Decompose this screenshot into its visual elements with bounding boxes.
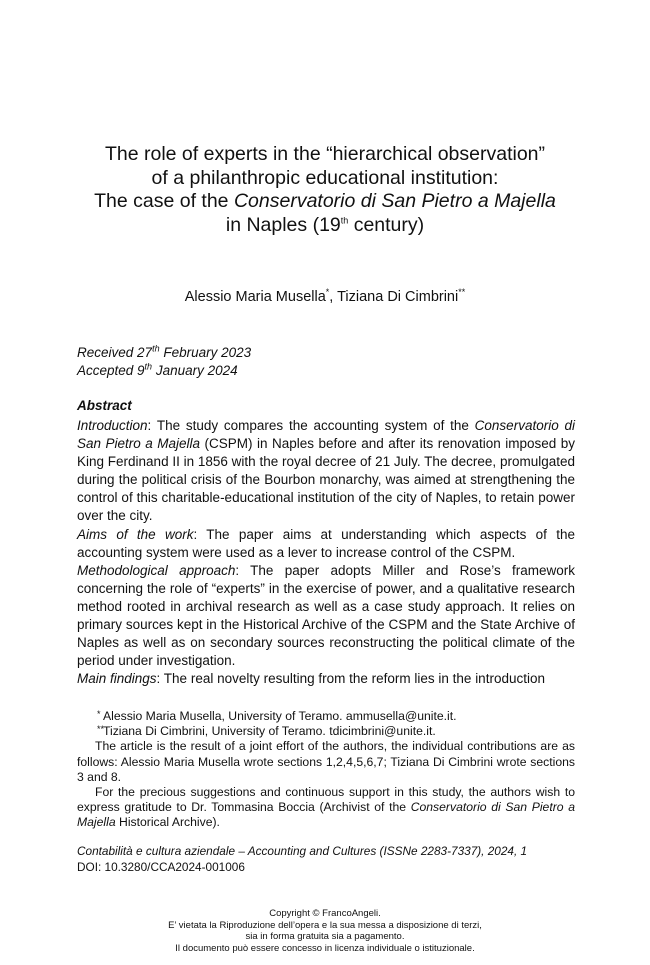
accepted-suffix: January 2024 bbox=[152, 363, 238, 378]
author-1-mark: * bbox=[325, 287, 330, 298]
thanks-institution-name: Conservatorio di San Pietro a Majella bbox=[77, 800, 575, 830]
author-2: Tiziana Di Cimbrini bbox=[337, 289, 459, 305]
intro-label: Introduction bbox=[77, 418, 148, 433]
aims-text: : The paper aims at understanding which aspects of the accounting system were used as a lever to increase control of the CSPM. bbox=[77, 526, 576, 560]
received-prefix: Received 27 bbox=[77, 345, 153, 360]
title-institution-name: Conservatorio di San Pietro a Majella bbox=[233, 190, 556, 212]
footnote-2 bbox=[77, 724, 575, 739]
intro-institution-name: Conservatorio di San Pietro a Majella bbox=[77, 418, 575, 452]
footnote-2-text: Tiziana Di Cimbrini, University of Teramo. tdicimbrini@unite.it. bbox=[103, 724, 436, 739]
author-list bbox=[0, 289, 650, 305]
findings-label: Main findings bbox=[77, 671, 157, 687]
intro-text-a: : The study compares the accounting system of the bbox=[147, 418, 475, 433]
method-text: : The paper adopts Miller and Rose’s framework concerning the role of “experts” in the exercise of power, and a qualitative research method rooted in archival research as well as a case study approach. It relies on primary sources kept in the Historical Archive of the CSPM and the State Archive of Naples as well as on secondary sources reconstructing the political climate of the period under investigation. bbox=[77, 562, 575, 669]
title-line-4-suffix: century) bbox=[348, 213, 425, 236]
title-line-3 bbox=[40, 190, 610, 214]
abstract-body bbox=[77, 417, 575, 688]
title-line-4-prefix: in Naples (19 bbox=[225, 213, 341, 236]
title-line-3-prefix: The case of the bbox=[94, 190, 234, 212]
received-sup: th bbox=[152, 343, 160, 354]
acknowledgement-note bbox=[77, 785, 575, 831]
title-superscript: th bbox=[340, 215, 349, 225]
received-suffix: February 2023 bbox=[159, 345, 252, 360]
abstract-heading: Abstract bbox=[77, 398, 132, 413]
footnote-1-text: Alessio Maria Musella, University of Teramo. ammusella@unite.it. bbox=[103, 709, 457, 723]
received-date bbox=[77, 345, 251, 360]
thanks-text-a: For the precious suggestions and continuous support in this study, the authors wish to express gratitude to Dr. Tommasina Boccia (Archivist of the bbox=[77, 785, 575, 815]
abstract-introduction bbox=[77, 417, 575, 526]
copyright-line-3: sia in forma gratuita sia a pagamento. bbox=[245, 931, 405, 942]
abstract-aims bbox=[77, 526, 575, 562]
aims-label: Aims of the work bbox=[77, 526, 194, 542]
author-separator: , bbox=[329, 289, 338, 305]
contribution-note: The article is the result of a joint effort of the authors, the individual contributions are as follows: Alessio Maria Musella wrote sections 1,2,4,5,6,7; Tiziana Di Cimbrini wrote sections 3 and 8. bbox=[77, 739, 575, 784]
author-2-mark: ** bbox=[458, 287, 466, 298]
footnote-1 bbox=[77, 709, 575, 724]
copyright-notice bbox=[0, 908, 650, 954]
method-label: Methodological approach bbox=[77, 562, 236, 578]
abstract-method bbox=[77, 562, 575, 671]
doi: DOI: 10.3280/CCA2024-001006 bbox=[77, 860, 245, 874]
footnote-1-mark: * bbox=[97, 709, 101, 719]
journal-info bbox=[77, 843, 527, 875]
copyright-line-1: Copyright © FrancoAngeli. bbox=[269, 908, 381, 919]
title-line-2: of a philanthropic educational institution: bbox=[151, 166, 499, 189]
findings-text: : The real novelty resulting from the reform lies in the introduction bbox=[156, 671, 545, 687]
footnote-2-mark: ** bbox=[97, 724, 105, 735]
copyright-line-4: Il documento può essere concesso in licenza individuale o istituzionale. bbox=[175, 942, 475, 954]
accepted-date bbox=[77, 363, 238, 378]
footnotes bbox=[77, 709, 575, 831]
copyright-line-2: E’ vietata la Riproduzione dell’opera e la sua messa a disposizione di terzi, bbox=[168, 919, 482, 931]
title-line-1: The role of experts in the “hierarchical observation” bbox=[104, 143, 546, 165]
journal-citation: Contabilità e cultura aziendale – Accounting and Cultures (ISSNe 2283-7337), 2024, 1 bbox=[77, 844, 528, 858]
thanks-text-b: Historical Archive). bbox=[115, 815, 220, 830]
paper-title bbox=[40, 143, 610, 237]
accepted-sup: th bbox=[144, 361, 153, 372]
accepted-prefix: Accepted 9 bbox=[77, 363, 145, 378]
author-1: Alessio Maria Musella bbox=[184, 289, 326, 305]
title-line-4 bbox=[40, 214, 610, 238]
intro-text-b: (CSPM) in Naples before and after its renovation imposed by King Ferdinand II in 1856 with the royal decree of 21 July. The decree, promulgated during the political crisis of the Bourbon monarchy, was aimed at strengthening the control of this charitable-educational institution of the city of Naples, to retain power over the city. bbox=[77, 436, 575, 524]
abstract-findings bbox=[77, 670, 575, 688]
